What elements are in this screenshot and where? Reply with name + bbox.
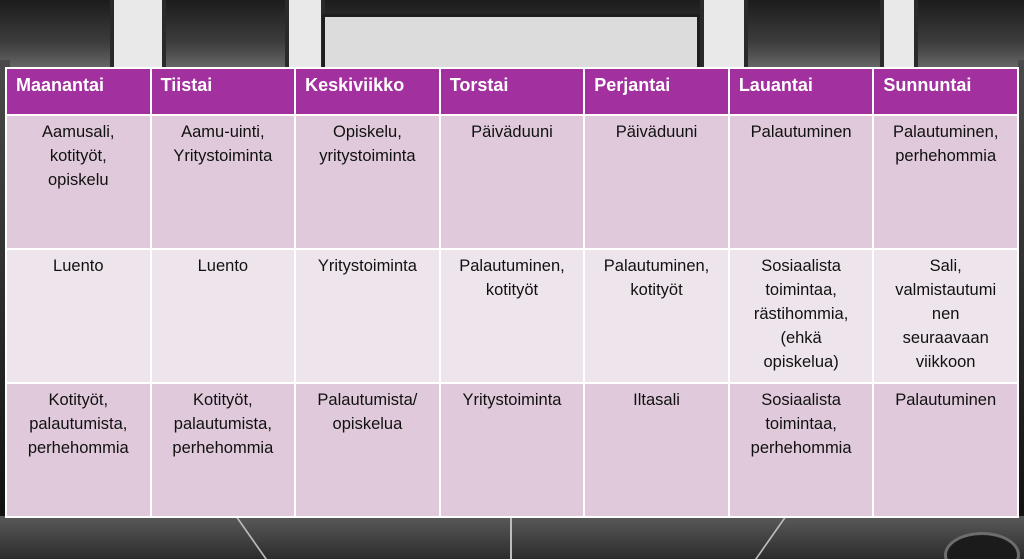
day-header-sunday: Sunnuntai — [873, 68, 1018, 115]
table-cell — [873, 249, 1018, 383]
cell-text-line: kotityöt — [630, 281, 683, 299]
table-cell — [440, 115, 585, 249]
cell-text-line: Palautuminen, — [459, 257, 565, 275]
table-cell — [873, 115, 1018, 249]
table-cell — [6, 115, 151, 249]
cell-text-line: toimintaa, — [765, 415, 837, 433]
background-floor-line — [510, 516, 512, 559]
cell-text-line: Iltasali — [633, 391, 680, 409]
background-window — [285, 0, 325, 70]
table-cell — [295, 383, 440, 517]
cell-text-line: (ehkä — [780, 329, 822, 347]
table-cell — [584, 249, 729, 383]
cell-text-line: Kotityöt, — [193, 391, 253, 409]
background-floor — [0, 516, 1024, 559]
cell-text-line: Luento — [197, 257, 249, 275]
cell-text-line: seuraavaan — [902, 329, 989, 347]
table-cell — [6, 249, 151, 383]
cell-text-line: Yritystoiminta — [173, 147, 273, 165]
cell-text-line: Päiväduuni — [471, 123, 553, 141]
cell-text-line: palautumista, — [29, 415, 128, 433]
cell-text-line: Palautuminen, — [603, 257, 710, 275]
cell-text-line: opiskelua — [332, 415, 403, 433]
table-cell — [584, 383, 729, 517]
background-window — [700, 0, 748, 70]
cell-text-line: Palautumista/ — [317, 391, 418, 409]
cell-text-line: Palautuminen — [895, 391, 997, 409]
cell-text-line: perhehommia — [895, 147, 997, 165]
table-row — [6, 383, 1018, 517]
cell-text-line: Aamu-uinti, — [181, 123, 265, 141]
cell-text-line: opiskelua) — [763, 353, 839, 371]
table-cell — [6, 383, 151, 517]
cell-text-line: valmistautumi — [895, 281, 997, 299]
cell-text-line: yritystoiminta — [319, 147, 416, 165]
cell-text-line: Palautuminen, — [892, 123, 999, 141]
weekly-schedule-table — [5, 67, 1019, 518]
cell-text-line: opiskelu — [48, 171, 109, 189]
cell-text-line: nen — [931, 305, 960, 323]
cell-text-line: Sali, — [929, 257, 962, 275]
cell-text-line: viikkoon — [915, 353, 976, 371]
day-header-thursday: Torstai — [440, 68, 585, 115]
cell-text-line: toimintaa, — [765, 281, 837, 299]
table-cell — [584, 115, 729, 249]
day-header-wednesday: Keskiviikko — [295, 68, 440, 115]
day-header-saturday: Lauantai — [729, 68, 874, 115]
cell-text-line: perhehommia — [750, 439, 852, 457]
table-cell — [151, 249, 296, 383]
cell-text-line: Sosiaalista — [761, 391, 841, 409]
cell-text-line: perhehommia — [27, 439, 129, 457]
cell-text-line: Palautuminen — [750, 123, 852, 141]
table-cell — [729, 383, 874, 517]
table-cell — [295, 249, 440, 383]
cell-text-line: palautumista, — [173, 415, 272, 433]
cell-text-line: kotityöt, — [49, 147, 107, 165]
cell-text-line: Kotityöt, — [48, 391, 109, 409]
table-cell — [729, 249, 874, 383]
table-cell — [440, 249, 585, 383]
cell-text-line: Päiväduuni — [615, 123, 698, 141]
background-window — [110, 0, 166, 70]
day-header-monday: Maanantai — [6, 68, 151, 115]
table-cell — [873, 383, 1018, 517]
table-row — [6, 249, 1018, 383]
cell-text-line: rästihommia, — [753, 305, 849, 323]
day-header-tuesday: Tiistai — [151, 68, 296, 115]
background-window — [880, 0, 918, 70]
header-row — [6, 68, 1018, 115]
cell-text-line: Luento — [53, 257, 104, 275]
table-cell — [151, 383, 296, 517]
cell-text-line: Opiskelu, — [333, 123, 402, 141]
cell-text-line: Sosiaalista — [761, 257, 841, 275]
cell-text-line: Yritystoiminta — [462, 391, 562, 409]
cell-text-line: perhehommia — [172, 439, 274, 457]
table-cell — [151, 115, 296, 249]
day-header-friday: Perjantai — [584, 68, 729, 115]
cell-text-line: Yritystoiminta — [317, 257, 417, 275]
cell-text-line: Aamusali, — [42, 123, 115, 141]
background-projection-screen — [322, 14, 700, 73]
cell-text-line: kotityöt — [485, 281, 539, 299]
table-row — [6, 115, 1018, 249]
table-cell — [440, 383, 585, 517]
table-cell — [295, 115, 440, 249]
table-cell — [729, 115, 874, 249]
